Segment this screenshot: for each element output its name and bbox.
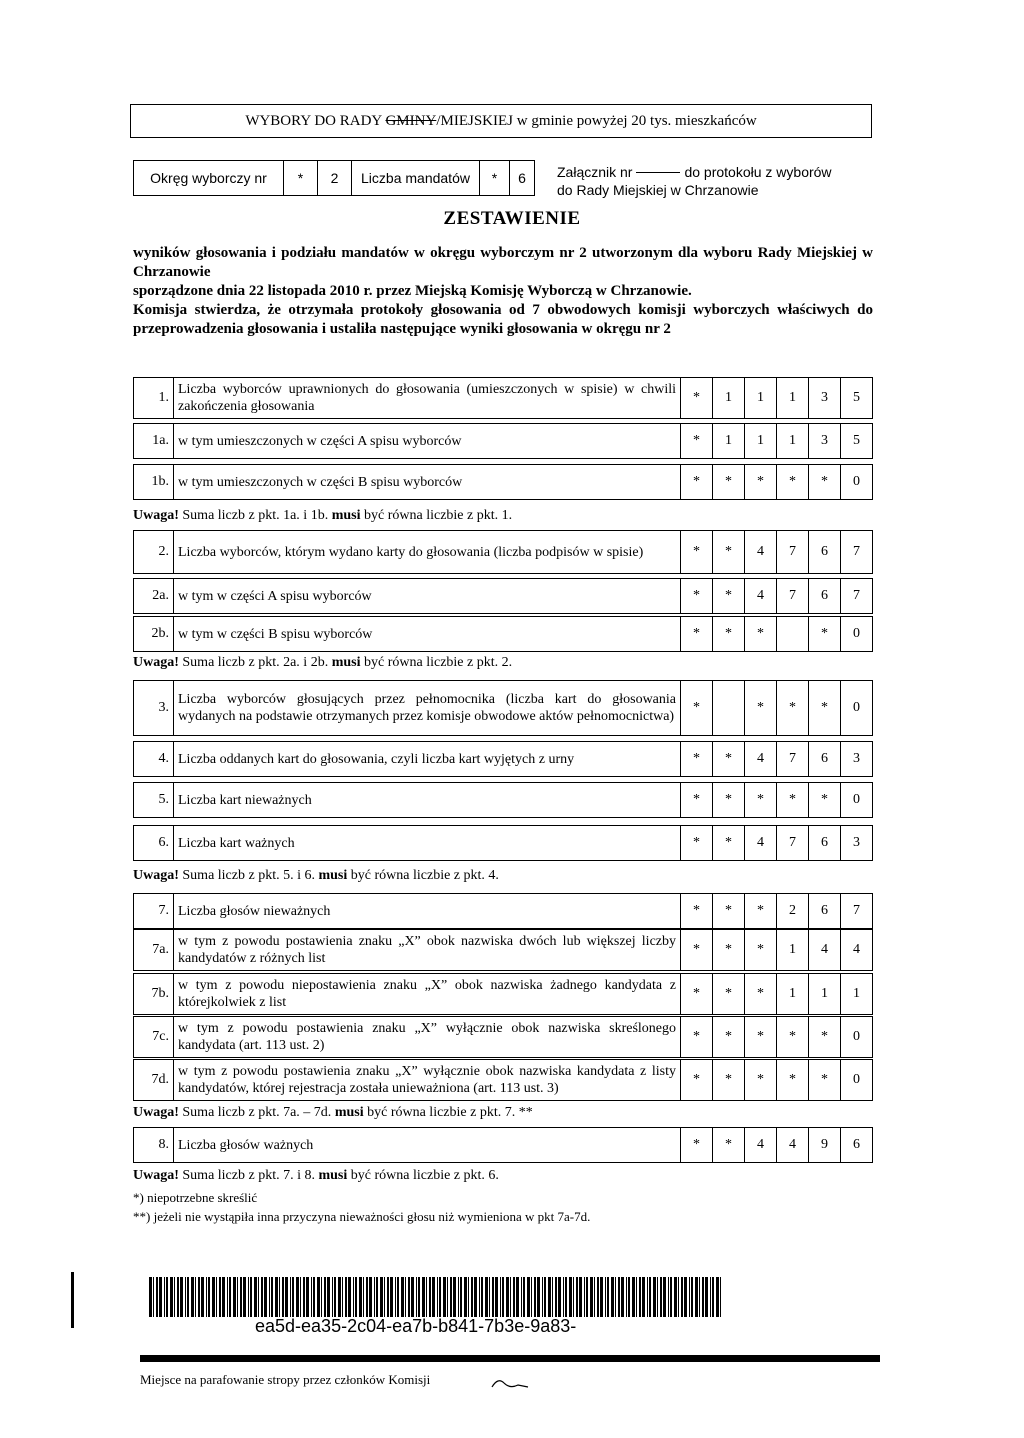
row-value-cells <box>680 1017 872 1057</box>
page-title: ZESTAWIENIE <box>443 208 581 229</box>
value-cell: * <box>680 974 712 1014</box>
row-value-cells <box>680 974 872 1014</box>
row-description: Liczba wyborców, którym wydano karty do głosowania (liczba podpisów w spisie) <box>178 544 644 560</box>
row-value-cells <box>680 579 872 613</box>
row-number: 7c. <box>134 1017 174 1057</box>
table-row <box>133 578 873 614</box>
value-cell: 1 <box>776 424 808 458</box>
row-number: 7d. <box>134 1060 174 1100</box>
value-cell: 7 <box>776 579 808 613</box>
value-cell: 1 <box>776 930 808 970</box>
value-cell: 0 <box>840 681 872 735</box>
row-description: w tym umieszczonych w części B spisu wyborców <box>178 474 463 490</box>
row-value-cells <box>680 826 872 860</box>
value-cell: * <box>680 742 712 776</box>
value-cell: 6 <box>808 826 840 860</box>
note-label: Uwaga! <box>133 1105 179 1120</box>
row-description: w tym w części B spisu wyborców <box>178 626 373 642</box>
table-row <box>133 464 873 500</box>
row-number: 5. <box>134 783 174 817</box>
district-label: Okręg wyborczy nr <box>134 161 284 195</box>
row-number: 3. <box>134 681 174 735</box>
value-cell: * <box>808 465 840 499</box>
attachment-blank <box>636 172 680 173</box>
footnote-1: *) niepotrzebne skreślić <box>133 1190 258 1205</box>
row-description: w tym z powodu postawienia znaku „X” wyłącznie obok nazwiska skreślonego kandydata (art. 113 ust. 2) <box>178 1021 676 1053</box>
value-cell: * <box>712 826 744 860</box>
row-value-cells <box>680 424 872 458</box>
value-cell: * <box>808 681 840 735</box>
value-cell: * <box>712 783 744 817</box>
row-description: w tym umieszczonych w części A spisu wyborców <box>178 433 462 449</box>
row-number: 1b. <box>134 465 174 499</box>
note-text: Suma liczb z pkt. 2a. i 2b. <box>178 655 332 670</box>
intro-p1: wyników głosowania i podziału mandatów w okręgu wyborczym nr 2 utworzonym dla wyboru Rady Miejskiej w Chrzanowie <box>133 245 873 280</box>
row-value-cells <box>680 783 872 817</box>
note-line <box>133 1105 533 1121</box>
value-cell: * <box>744 783 776 817</box>
value-cell: * <box>776 1017 808 1057</box>
value-cell: 7 <box>776 742 808 776</box>
attachment-label: Załącznik nr <box>557 164 633 180</box>
value-cell: * <box>808 1060 840 1100</box>
value-cell: 4 <box>744 826 776 860</box>
note-line <box>133 868 499 884</box>
row-number: 8. <box>134 1128 174 1162</box>
row-number: 2b. <box>134 617 174 651</box>
row-description: Liczba kart nieważnych <box>178 792 312 808</box>
value-cell: 9 <box>808 1128 840 1162</box>
table-row <box>133 893 873 929</box>
margin-line <box>71 1272 74 1328</box>
value-cell: 5 <box>840 378 872 418</box>
table-row <box>133 680 873 736</box>
value-cell: * <box>744 1017 776 1057</box>
row-value-cells <box>680 465 872 499</box>
note-emphasis: musi <box>318 868 348 883</box>
value-cell: 1 <box>712 424 744 458</box>
value-cell: * <box>776 465 808 499</box>
value-cell: 1 <box>744 378 776 418</box>
note-emphasis: musi <box>318 1168 348 1183</box>
row-description: Liczba wyborców uprawnionych do głosowania (umieszczonych w spisie) w chwili zakończenia głosowania <box>178 382 676 414</box>
attachment-council: do Rady Miejskiej w Chrzanowie <box>557 182 759 198</box>
row-value-cells <box>680 930 872 970</box>
value-cell: 1 <box>776 378 808 418</box>
row-value-cells <box>680 531 872 573</box>
header-prefix: WYBORY DO RADY <box>245 113 386 129</box>
value-cell: * <box>680 1060 712 1100</box>
table-row <box>133 616 873 652</box>
note-text-end: być równa liczbie z pkt. 6. <box>347 1168 499 1183</box>
election-header <box>130 104 872 138</box>
row-description: Liczba kart ważnych <box>178 835 295 851</box>
seats-label: Liczba mandatów <box>352 161 480 195</box>
value-cell: 6 <box>840 1128 872 1162</box>
signature-caption: Miejsce na parafowanie stropy przez członków Komisji <box>140 1372 431 1387</box>
district-number: 2 <box>318 161 352 195</box>
value-cell: * <box>776 783 808 817</box>
intro-p3: Komisja stwierdza, że otrzymała protokoły głosowania od 7 obwodowych komisji wyborczych właściwych do przeprowadzenia głosowania i ustaliła następujące wyniki głosowania w okręgu nr 2 <box>133 302 873 337</box>
value-cell: 7 <box>776 826 808 860</box>
row-number: 1. <box>134 378 174 418</box>
row-description: Liczba głosów ważnych <box>178 1137 314 1153</box>
note-text-end: być równa liczbie z pkt. 2. <box>360 655 513 670</box>
value-cell: 0 <box>840 1060 872 1100</box>
table-row <box>133 1016 873 1058</box>
note-emphasis: musi <box>331 655 361 670</box>
note-text-end: być równa liczbie z pkt. 1. <box>360 508 513 523</box>
value-cell: 0 <box>840 1017 872 1057</box>
value-cell: 2 <box>776 894 808 928</box>
value-cell: * <box>744 1060 776 1100</box>
value-cell: * <box>712 617 744 651</box>
value-cell: 1 <box>712 378 744 418</box>
row-description: w tym z powodu postawienia znaku „X” wyłącznie obok nazwiska kandydata z listy kandydatów, której rejestracja została unieważniona (art. 113 ust. 3) <box>178 1064 676 1096</box>
value-cell <box>712 681 744 735</box>
row-number: 7. <box>134 894 174 928</box>
intro-text <box>133 244 873 339</box>
value-cell: * <box>680 930 712 970</box>
value-cell: * <box>680 465 712 499</box>
row-value-cells <box>680 894 872 928</box>
value-cell: * <box>680 531 712 573</box>
row-description: w tym z powodu postawienia znaku „X” obok nazwiska dwóch lub większej liczby kandydatów z różnych list <box>178 934 676 966</box>
row-value-cells <box>680 742 872 776</box>
row-number: 6. <box>134 826 174 860</box>
district-star-1: * <box>284 161 318 195</box>
value-cell: * <box>808 617 840 651</box>
row-value-cells <box>680 378 872 418</box>
attachment-note <box>557 163 832 199</box>
value-cell: * <box>680 1017 712 1057</box>
value-cell: 4 <box>744 742 776 776</box>
value-cell: * <box>744 974 776 1014</box>
value-cell: * <box>744 930 776 970</box>
value-cell: * <box>712 579 744 613</box>
value-cell: 1 <box>808 974 840 1014</box>
note-line <box>133 508 512 524</box>
value-cell: 0 <box>840 465 872 499</box>
value-cell: 3 <box>840 742 872 776</box>
value-cell: 4 <box>840 930 872 970</box>
barcode-id: ea5d-ea35-2c04-ea7b-b841-7b3e-9a83- <box>255 1316 577 1336</box>
row-value-cells <box>680 681 872 735</box>
value-cell: 5 <box>840 424 872 458</box>
value-cell: * <box>712 531 744 573</box>
row-description: Liczba oddanych kart do głosowania, czyli liczba kart wyjętych z urny <box>178 751 575 767</box>
seats-star: * <box>480 161 510 195</box>
note-text: Suma liczb z pkt. 7. i 8. <box>178 1168 319 1183</box>
row-number: 7b. <box>134 974 174 1014</box>
value-cell: * <box>712 894 744 928</box>
table-row <box>133 423 873 459</box>
value-cell: 3 <box>808 424 840 458</box>
value-cell: 4 <box>744 579 776 613</box>
value-cell: 6 <box>808 742 840 776</box>
value-cell: * <box>712 1128 744 1162</box>
value-cell: * <box>712 974 744 1014</box>
row-value-cells <box>680 1060 872 1100</box>
row-description: Liczba głosów nieważnych <box>178 903 331 919</box>
value-cell: * <box>680 617 712 651</box>
note-text: Suma liczb z pkt. 1a. i 1b. <box>178 508 332 523</box>
table-row <box>133 1127 873 1163</box>
footnote-2: **) jeżeli nie wystąpiła inna przyczyna nieważności głosu niż wymieniona w pkt 7a-7d. <box>133 1209 591 1224</box>
note-emphasis: musi <box>334 1105 364 1120</box>
row-number: 4. <box>134 742 174 776</box>
intro-p2: sporządzone dnia 22 listopada 2010 r. przez Miejską Komisję Wyborczą w Chrzanowie. <box>133 283 692 299</box>
value-cell: * <box>744 465 776 499</box>
table-row <box>133 741 873 777</box>
value-cell: * <box>680 579 712 613</box>
attachment-protocol: do protokołu z wyborów <box>684 164 832 180</box>
value-cell: * <box>712 930 744 970</box>
row-description: Liczba wyborców głosujących przez pełnomocnika (liczba kart do głosowania wydanych na podstawie otrzymanych przez komisje obwodowe aktów pełnomocnictwa) <box>178 692 676 724</box>
value-cell <box>776 617 808 651</box>
district-box <box>133 160 535 196</box>
value-cell: * <box>776 681 808 735</box>
value-cell: 7 <box>840 894 872 928</box>
value-cell: * <box>744 894 776 928</box>
note-text: Suma liczb z pkt. 7a. – 7d. <box>178 1105 335 1120</box>
row-description: w tym w części A spisu wyborców <box>178 588 372 604</box>
note-label: Uwaga! <box>133 868 179 883</box>
barcode-icon <box>149 1277 721 1317</box>
value-cell: * <box>712 742 744 776</box>
header-suffix: /MIEJSKIEJ w gminie powyżej 20 tys. mieszkańców <box>436 113 757 129</box>
value-cell: 7 <box>840 531 872 573</box>
row-description: w tym z powodu niepostawienia znaku „X” obok nazwiska żadnego kandydata z którejkolwiek z list <box>178 978 676 1010</box>
table-row <box>133 530 873 574</box>
table-row <box>133 1059 873 1101</box>
value-cell: * <box>680 1128 712 1162</box>
value-cell: 3 <box>808 378 840 418</box>
value-cell: 0 <box>840 617 872 651</box>
value-cell: 1 <box>840 974 872 1014</box>
note-line <box>133 655 512 671</box>
row-number: 7a. <box>134 930 174 970</box>
value-cell: 4 <box>808 930 840 970</box>
value-cell: 6 <box>808 579 840 613</box>
table-row <box>133 825 873 861</box>
divider-bar <box>140 1355 880 1362</box>
seats-number: 6 <box>518 170 526 186</box>
row-number: 2. <box>134 531 174 573</box>
note-emphasis: musi <box>331 508 361 523</box>
note-text: Suma liczb z pkt. 5. i 6. <box>178 868 319 883</box>
value-cell: * <box>744 617 776 651</box>
value-cell: * <box>680 826 712 860</box>
note-label: Uwaga! <box>133 508 179 523</box>
row-value-cells <box>680 617 872 651</box>
value-cell: * <box>680 424 712 458</box>
value-cell: * <box>680 378 712 418</box>
note-text-end: być równa liczbie z pkt. 7. ** <box>363 1105 533 1120</box>
note-label: Uwaga! <box>133 1168 179 1183</box>
value-cell: * <box>776 1060 808 1100</box>
header-struck: GMINY <box>385 113 437 129</box>
value-cell: * <box>712 465 744 499</box>
value-cell: * <box>680 681 712 735</box>
note-text-end: być równa liczbie z pkt. 4. <box>347 868 499 883</box>
table-row <box>133 929 873 971</box>
value-cell: 6 <box>808 531 840 573</box>
row-number: 2a. <box>134 579 174 613</box>
value-cell: 4 <box>776 1128 808 1162</box>
value-cell: 0 <box>840 783 872 817</box>
value-cell: 1 <box>744 424 776 458</box>
row-value-cells <box>680 1128 872 1162</box>
value-cell: * <box>744 681 776 735</box>
note-label: Uwaga! <box>133 655 179 670</box>
value-cell: * <box>808 783 840 817</box>
table-row <box>133 782 873 818</box>
note-line <box>133 1168 499 1184</box>
value-cell: 4 <box>744 1128 776 1162</box>
value-cell: 4 <box>744 531 776 573</box>
value-cell: 7 <box>840 579 872 613</box>
table-row <box>133 973 873 1015</box>
value-cell: 7 <box>776 531 808 573</box>
value-cell: * <box>680 894 712 928</box>
value-cell: * <box>808 1017 840 1057</box>
row-number: 1a. <box>134 424 174 458</box>
value-cell: * <box>712 1017 744 1057</box>
value-cell: 3 <box>840 826 872 860</box>
table-row <box>133 377 873 419</box>
signature-scribble-icon <box>490 1375 530 1391</box>
value-cell: 1 <box>776 974 808 1014</box>
value-cell: * <box>712 1060 744 1100</box>
value-cell: 6 <box>808 894 840 928</box>
value-cell: * <box>680 783 712 817</box>
